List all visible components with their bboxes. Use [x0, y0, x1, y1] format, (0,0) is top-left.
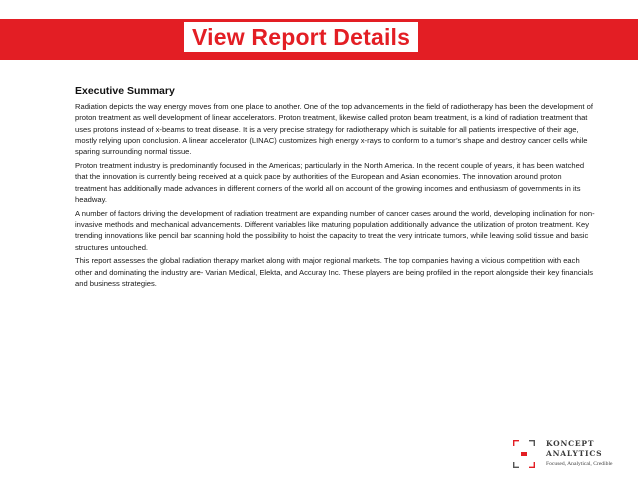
logo-name-line2: ANALYTICS	[546, 449, 603, 458]
page-title: View Report Details	[184, 22, 418, 52]
summary-paragraph: This report assesses the global radiation therapy market along with major regional markets. The top companies having a vicious competition with each other and dominating the industry are- Varian Medical, Elekta, and Accuray Inc. These players are being profiled in the report alongside their key financials and business strategies.	[75, 256, 594, 288]
summary-paragraph: Proton treatment industry is predominantly focused in the Americas; particularly in the North America. In the recent couple of years, it has been watched that the innovation is currently being received at a quick pace by authorities of the European and Asian economies. The innovation around proton treatment has additionally made advances in different corners of the world all on account of the growing incomes and enthusiasm of governments in its headway.	[75, 160, 585, 204]
summary-paragraph: Radiation depicts the way energy moves from one place to another. One of the top advancements in the field of radiotherapy has been the development of proton treatment as well development of linear accelerators. Proton treatment, likewise called proton beam treatment, is a kind of radiation treatment that uses protons instead of x-beams to treat disease. It is a very precise strategy for radiotherapy which is suitable for all patients irrespective of their age, mostly relying upon conclusion. A linear accelerator (LINAC) customizes high energy x-rays to conform to a tumor’s shape and destroy cancer cells while sparing surrounding normal tissue.	[75, 102, 593, 157]
koncept-analytics-logo-icon	[510, 437, 538, 471]
logo-tagline: Focused, Analytical, Credible	[546, 461, 613, 467]
section-heading: Executive Summary	[75, 85, 175, 97]
executive-summary-body	[75, 101, 595, 292]
company-logo	[510, 437, 630, 471]
logo-wordmark	[546, 439, 602, 459]
summary-paragraph: A number of factors driving the development of radiation treatment are expanding number of cancer cases around the world, developing inclination for non-invasive methods and mechanical advancements. Different variables like maturing population additionally advance the utilization of proton treatment. Key trending innovations like pencil bar scanning hold the possibility to hoist the capacity to treat the very intricate tumors, while leaving solid tissue and basic structures untouched.	[75, 208, 595, 252]
logo-name-line1: KONCEPT	[546, 439, 595, 448]
